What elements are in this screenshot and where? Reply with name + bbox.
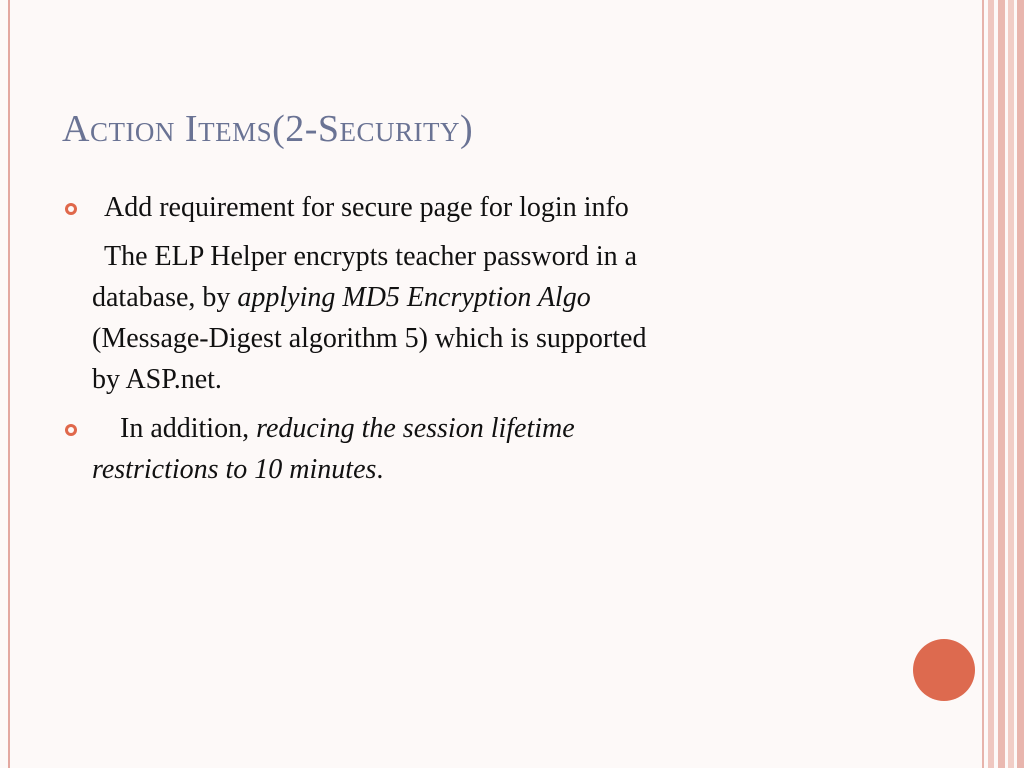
bullet-2-line-2 — [92, 449, 383, 490]
paragraph-line-4 — [92, 359, 222, 400]
left-border-line — [8, 0, 10, 768]
right-stripe — [998, 0, 1005, 768]
bullet-1-text — [104, 187, 629, 228]
bullet-1-label: Add requirement for secure page for login info — [104, 192, 629, 223]
paragraph-line-2 — [92, 277, 591, 318]
slide-title: Action Items(2-Security) — [62, 108, 474, 150]
bullet-2-line-2-end: . — [376, 454, 384, 485]
paragraph-line-2-text: database, by — [92, 282, 238, 313]
bullet-icon — [65, 424, 77, 436]
paragraph-line-1-text: The ELP Helper encrypts teacher password in a — [104, 241, 638, 272]
bullet-2-line-1-italic: reducing the session lifetime — [256, 413, 575, 444]
bullet-2-line-1 — [120, 408, 575, 449]
paragraph-line-3-text: (Message-Digest algorithm 5) which is supported — [92, 323, 647, 354]
paragraph-line-3 — [92, 318, 646, 359]
paragraph-line-1 — [104, 236, 637, 277]
paragraph-line-2-italic: applying MD5 Encryption Algo — [237, 282, 591, 313]
right-stripe — [988, 0, 994, 768]
bullet-icon — [65, 203, 77, 215]
right-stripe — [1017, 0, 1024, 768]
accent-circle — [913, 639, 975, 701]
bullet-2-line-2-italic: restrictions to 10 minutes — [92, 454, 377, 485]
paragraph-line-4-text: by ASP.net. — [92, 364, 222, 395]
bullet-2-line-1-text: In addition, — [120, 413, 257, 444]
right-stripe — [982, 0, 984, 768]
right-stripe — [1008, 0, 1014, 768]
